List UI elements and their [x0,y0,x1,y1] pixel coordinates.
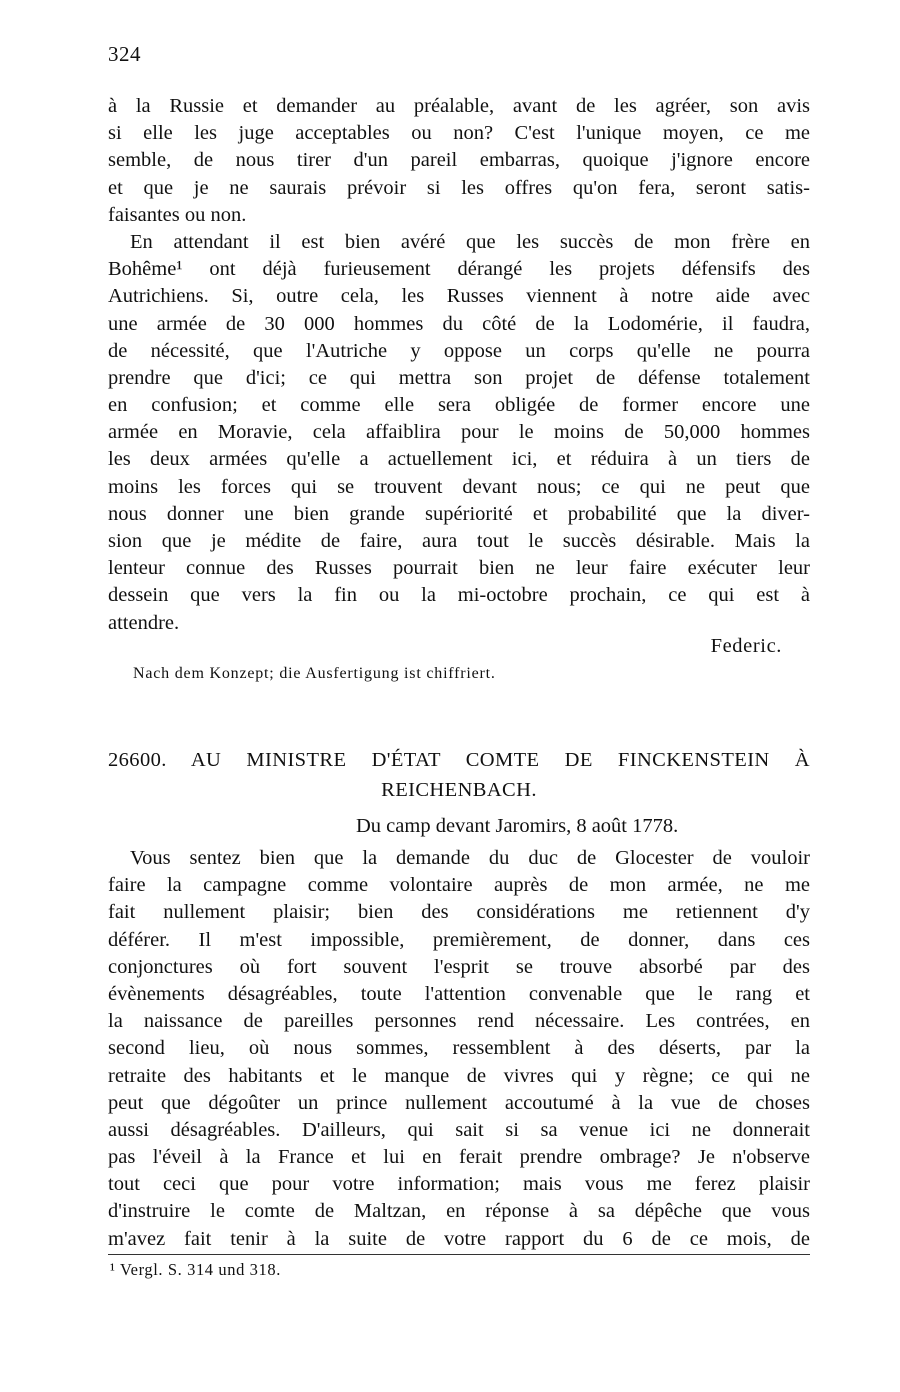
text-line: nous donner une bien grande supériorité et probabilité que la diver- [108,502,810,525]
text-line: la naissance de pareilles personnes rend nécessaire. Les contrées, en [108,1010,810,1033]
text-line: aussi désagréables. D'ailleurs, qui sait si sa venue ici ne donnerait [108,1118,810,1141]
footnote [110,1260,281,1280]
text-line: attendre. [108,611,180,634]
text-line: peut que dégoûter un prince nullement accoutumé à la vue de choses [108,1091,810,1114]
signature: Federic. [710,635,782,657]
text-line: dessein que vers la fin ou la mi-octobre prochain, ce qui est à [108,584,810,607]
text-line: retraite des habitants et le manque de vivres qui y règne; ce qui ne [108,1064,810,1087]
letter-number: 26600. [108,749,167,771]
text-line: de nécessité, que l'Autriche y oppose un corps qu'elle ne pourra [108,339,810,362]
text-line: pas l'éveil à la France et lui en ferait prendre ombrage? Je n'observe [108,1146,810,1169]
text-line: évènements désagréables, toute l'attention convenable que le rang et [108,982,810,1005]
heading-line-1 [108,745,810,775]
text-line: second lieu, où nous sommes, ressemblent à des déserts, par la [108,1037,810,1060]
previous-letter-text [108,93,810,637]
text-line: déférer. Il m'est impossible, premièrement, de donner, dans ces [108,928,810,951]
text-line: si elle les juge acceptables ou non? C'est l'unique moyen, ce me [108,122,810,145]
letter-heading [108,745,810,805]
text-line: faisantes ou non. [108,203,247,226]
dateline: Du camp devant Jaromirs, 8 août 1778. [356,815,679,837]
text-line: sion que je médite de faire, aura tout le succès désirable. Mais la [108,530,810,552]
letter-body [108,845,810,1253]
text-line: à la Russie et demander au préalable, avant de les agréer, son avis [108,95,810,117]
source-note: Nach dem Konzept; die Ausfertigung ist chiffriert. [133,665,496,682]
footnote-marker: ¹ [110,1260,116,1279]
text-line: fait nullement plaisir; bien des considérations me retiennent d'y [108,901,810,924]
text-line: d'instruire le comte de Maltzan, en réponse à sa dépêche que vous [108,1200,810,1223]
footnote-text: Vergl. S. 314 und 318. [119,1260,281,1279]
text-line: en confusion; et comme elle sera obligée de former encore une [108,394,810,417]
text-line: prendre que d'ici; ce qui mettra son projet de défense totalement [108,366,810,389]
text-line: Autrichiens. Si, outre cela, les Russes viennent à notre aide avec [108,285,810,308]
text-line: lenteur connue des Russes pourrait bien ne leur faire exécuter leur [108,557,810,580]
text-line: En attendant il est bien avéré que les succès de mon frère en [130,230,810,253]
text-line: m'avez fait tenir à la suite de votre rapport du 6 de ce mois, de [108,1227,810,1250]
text-line: moins les forces qui se trouvent devant nous; ce qui ne peut que [108,475,810,498]
text-line: Bohême¹ ont déjà furieusement dérangé les projets défensifs des [108,258,810,281]
text-line: semble, de nous tirer d'un pareil embarras, quoique j'ignore encore [108,149,810,172]
text-line: conjonctures où fort souvent l'esprit se trouve absorbé par des [108,955,810,978]
text-line: les deux armées qu'elle a actuellement ici, et réduira à un tiers de [108,448,810,471]
text-line: une armée de 30 000 hommes du côté de la Lodomérie, il faudra, [108,312,810,335]
text-line: Vous sentez bien que la demande du duc de Glocester de vouloir [130,847,810,869]
letter-addressee: AU MINISTRE D'ÉTAT COMTE DE FINCKENSTEIN À [190,749,811,771]
heading-line-2: REICHENBACH. [381,779,537,801]
text-line: et que je ne saurais prévoir si les offres qu'on fera, seront satis- [108,176,810,199]
footnote-divider [108,1254,810,1255]
text-line: armée en Moravie, cela affaiblira pour le moins de 50,000 hommes [108,421,810,444]
page-number: 324 [108,42,141,66]
text-line: tout ceci que pour votre information; mais vous me ferez plaisir [108,1173,810,1196]
text-line: faire la campagne comme volontaire auprès de mon armée, ne me [108,874,810,897]
